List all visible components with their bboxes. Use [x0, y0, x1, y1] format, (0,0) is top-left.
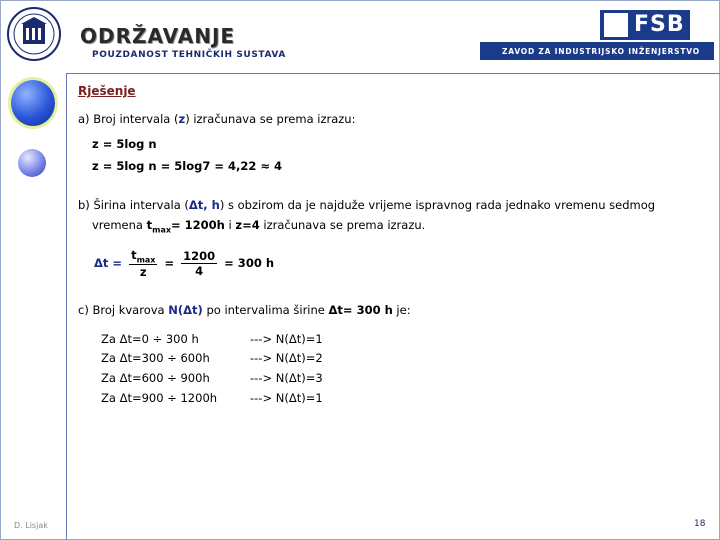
author-label: D. Lisjak — [14, 521, 48, 530]
part-b-line1: b) Širina intervala (Δt, h) s obzirom da je najduže vrijeme ispravnog rada jednako vremenu sedmog — [78, 198, 656, 212]
institute-name: ZAVOD ZA INDUSTRIJSKO INŽENJERSTVO — [502, 47, 700, 56]
fsb-logo-text: FSB — [634, 12, 685, 37]
fraction-1200-4: $\frac{1200}{4}$ — [183, 249, 216, 279]
fsb-logo-icon — [604, 13, 628, 37]
failure-row-left: Za Δt=600 ÷ 900h — [101, 371, 210, 385]
blue-sphere-icon — [11, 80, 55, 126]
sidebar-divider — [66, 74, 67, 540]
part-a-text: a) Broj intervala (z) izračunava se prema izrazu: — [78, 112, 356, 126]
failure-row-left: Za Δt=900 ÷ 1200h — [101, 391, 218, 405]
equation-1: z = 5log n — [92, 137, 157, 151]
fsb-logo — [600, 10, 690, 40]
equation-3: Δt = $\frac{t_{max}}{z}$ = $\frac{1200}{4}$ = 300 h — [94, 248, 275, 280]
failure-row-right: ---> N(Δt)=1 — [250, 332, 323, 346]
small-sphere-icon — [18, 149, 46, 177]
part-b-line2: vremena $t_{max}= 1200h$ i z=4 izračunava se prema izrazu. — [92, 218, 426, 235]
failure-row-right: ---> N(Δt)=1 — [250, 391, 323, 405]
slide-title: ODRŽAVANJE — [80, 24, 236, 48]
slide-subtitle: POUZDANOST TEHNIČKIH SUSTAVA — [92, 50, 286, 60]
university-seal-icon — [6, 6, 62, 62]
equation-2: z = 5log n = 5log7 = 4,22 ≈ 4 — [92, 159, 282, 173]
failure-row-right: ---> N(Δt)=3 — [250, 371, 323, 385]
failure-row-left: Za Δt=300 ÷ 600h — [101, 351, 210, 365]
failure-row-left: Za Δt=0 ÷ 300 h — [101, 332, 199, 346]
page-number: 18 — [694, 519, 706, 529]
fraction-tmax-z: $\frac{t_{max}}{z}$ — [131, 248, 156, 280]
failure-row-right: ---> N(Δt)=2 — [250, 351, 323, 365]
header-divider — [66, 73, 720, 74]
part-c-text: c) Broj kvarova N(Δt) po intervalima širine Δt= 300 h je: — [78, 303, 411, 317]
section-title: Rješenje — [78, 84, 136, 98]
